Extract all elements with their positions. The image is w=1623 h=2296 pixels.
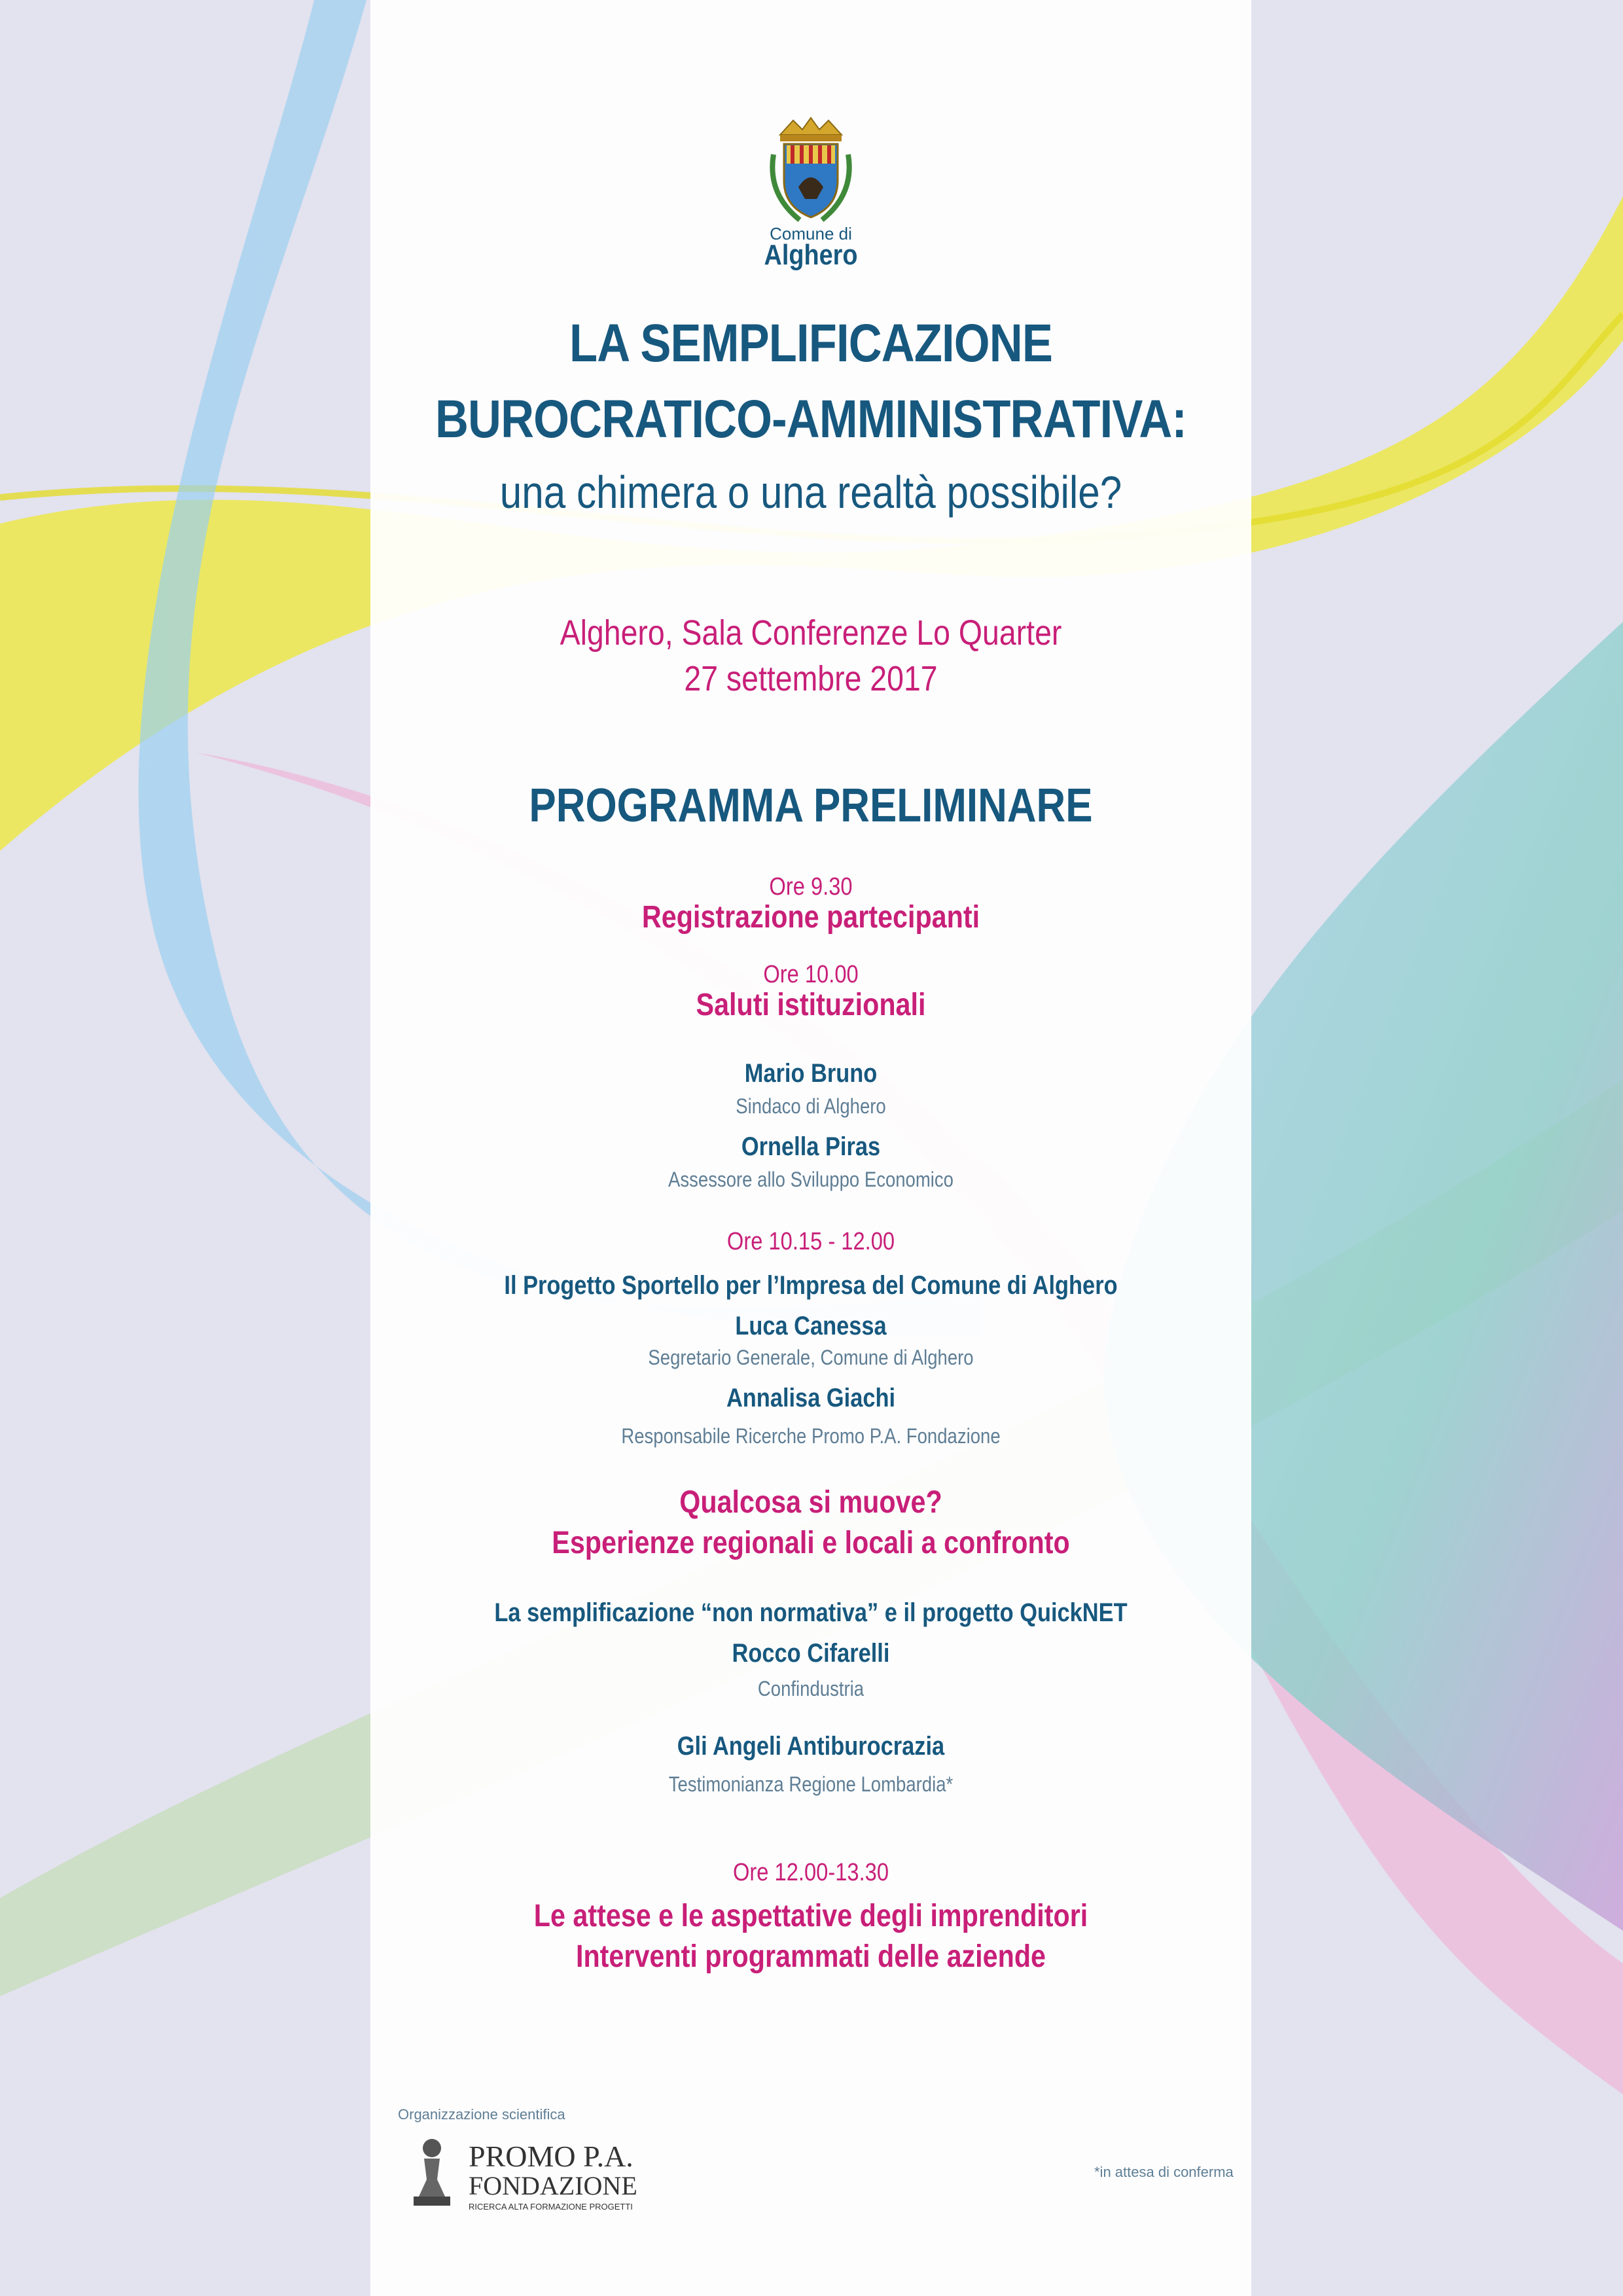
- logo-line-2: FONDAZIONE: [469, 2171, 637, 2200]
- slot3-topic: Il Progetto Sportello per l’Impresa del Comune di Alghero: [504, 1271, 1118, 1300]
- venue-date: 27 settembre 2017: [684, 659, 938, 698]
- speaker-name: Rocco Cifarelli: [732, 1639, 890, 1668]
- slot4-time: Ore 12.00-13.30: [732, 1859, 889, 1886]
- session-title-1: Qualcosa si muove?: [679, 1485, 942, 1520]
- session-title-2: Esperienze regionali e locali a confronto: [552, 1526, 1070, 1560]
- program-heading: PROGRAMMA PRELIMINARE: [529, 780, 1093, 832]
- subtitle: una chimera o una realtà possibile?: [499, 467, 1122, 518]
- speaker-name: Ornella Piras: [741, 1132, 881, 1161]
- city-name: Alghero: [764, 239, 858, 271]
- slot1-time: Ore 9.30: [769, 873, 853, 901]
- speaker-name: Mario Bruno: [744, 1059, 878, 1088]
- alghero-crest-icon: [760, 115, 861, 226]
- slot4-title-2: Interventi programmati delle aziende: [575, 1939, 1046, 1974]
- confirmation-note: *in attesa di conferma: [1094, 2164, 1234, 2180]
- slot3-time: Ore 10.15 - 12.00: [726, 1228, 895, 1255]
- speaker-name: Luca Canessa: [735, 1312, 887, 1340]
- speaker-role: Segretario Generale, Comune di Alghero: [648, 1346, 974, 1369]
- title-line-2: BUROCRATICO-AMMINISTRATIVA:: [435, 389, 1187, 449]
- venue-place: Alghero, Sala Conferenze Lo Quarter: [560, 613, 1062, 653]
- slot2-time: Ore 10.00: [763, 961, 859, 988]
- slot4-title-1: Le attese e le aspettative degli imprenditori: [533, 1899, 1088, 1933]
- title-line-1: LA SEMPLIFICAZIONE: [569, 314, 1053, 373]
- pawn-icon: [406, 2134, 458, 2212]
- topic-angeli-role: Testimonianza Regione Lombardia*: [668, 1772, 954, 1796]
- speaker-name: Annalisa Giachi: [726, 1384, 896, 1412]
- speaker-role: Responsabile Ricerche Promo P.A. Fondazione: [621, 1424, 1001, 1448]
- topic-angeli: Gli Angeli Antiburocrazia: [677, 1732, 945, 1761]
- crest-caption: Comune di: [770, 224, 852, 243]
- slot1-title: Registrazione partecipanti: [641, 900, 980, 935]
- promo-pa-logo: [406, 2134, 637, 2212]
- slot2-title: Saluti istituzionali: [696, 988, 926, 1022]
- speaker-role: Confindustria: [757, 1677, 865, 1700]
- speaker-role: Sindaco di Alghero: [736, 1094, 886, 1118]
- logo-tagline: RICERCA ALTA FORMAZIONE PROGETTI: [469, 2202, 633, 2212]
- org-label: Organizzazione scientifica: [398, 2106, 565, 2123]
- logo-line-1: PROMO P.A.: [469, 2140, 633, 2173]
- topic-quicknet: La semplificazione “non normativa” e il progetto QuickNET: [494, 1598, 1128, 1627]
- speaker-role: Assessore allo Sviluppo Economico: [668, 1168, 954, 1191]
